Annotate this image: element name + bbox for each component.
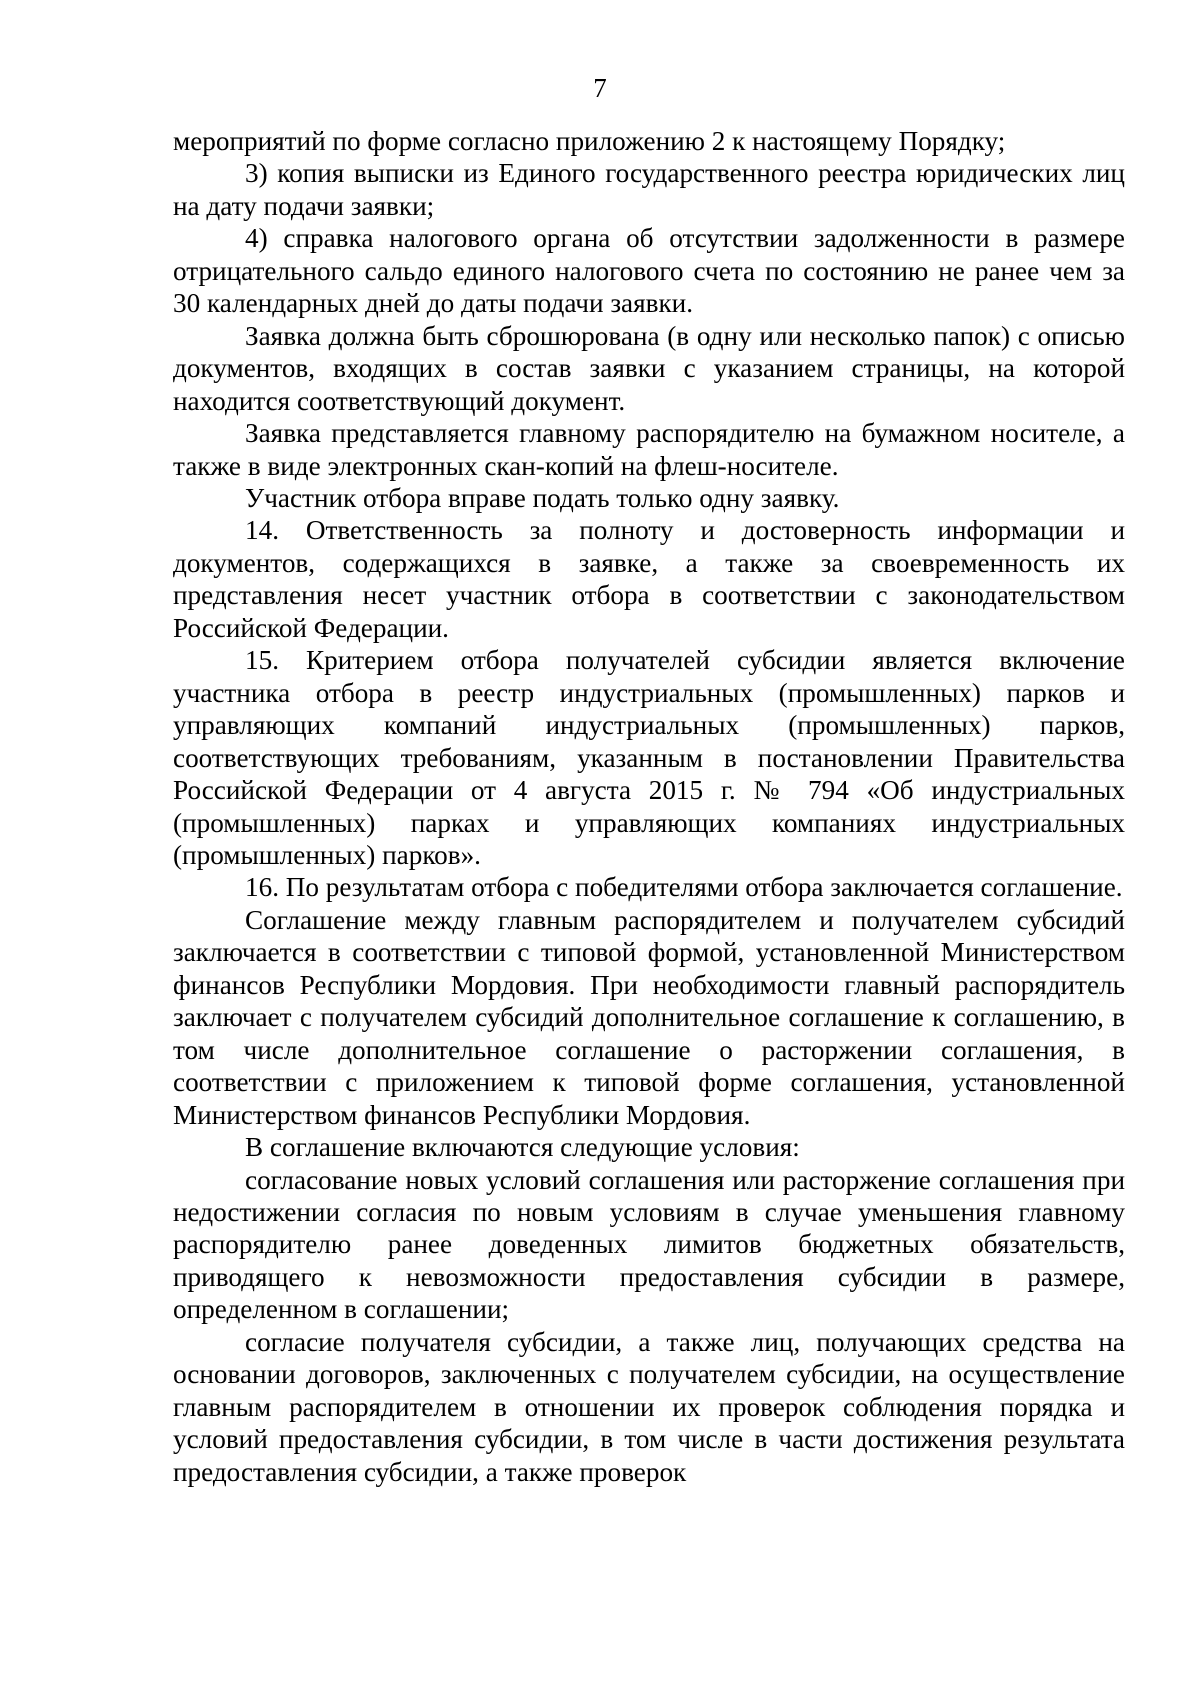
paragraph-section-15: 15. Критерием отбора получателей субсидии является включение участника отбора в реестр индустриальных (промышленных) парков и управляющих компаний индустриальных (промышленных) парков, соответствующих требованиям, указанным в постановлении Правительства Российской Федерации от 4 августа 2015 г. № 794 «Об индустриальных (промышленных) парках и управляющих компаниях индустриальных (промышленных) парков». [173, 645, 1125, 870]
paragraph-section-16: 16. По результатам отбора с победителями отбора заключается соглашение. [245, 872, 1123, 903]
paragraph-binding-requirement: Заявка должна быть сброшюрована (в одну или несколько папок) с описью документов, входящих в состав заявки с указанием страницы, на которой находится соответствующий документ. [173, 320, 1125, 416]
paragraph-continuation: мероприятий по форме согласно приложению 2 к настоящему Порядку; [173, 126, 1006, 156]
paragraph-condition-consent: согласие получателя субсидии, а также лиц, получающих средства на основании договоров, заключенных с получателем субсидии, на осуществление главным распорядителем в отношении их проверок соблюдения порядка и условий предоставления субсидии, в том числе в части достижения результата предоставления субсидии, а также проверок [173, 1326, 1125, 1487]
paragraph-single-application: Участник отбора вправе подать только одну заявку. [245, 482, 840, 513]
paragraph-submission-format: Заявка представляется главному распорядителю на бумажном носителе, а также в виде электронных скан-копий на флеш-носителе. [173, 418, 1125, 481]
paragraph-condition-reduction: согласование новых условий соглашения или расторжение соглашения при недостижении согласия по новым условиям в случае уменьшения главному распорядителю ранее доведенных лимитов бюджетных обязательств, приводящего к невозможности предоставления субсидии в размере, определенном в соглашении; [173, 1164, 1125, 1325]
paragraph-agreement-conditions-intro: В соглашение включаются следующие условия: [245, 1132, 800, 1163]
paragraph-item-4: 4) справка налогового органа об отсутствии задолженности в размере отрицательного сальдо единого налогового счета по состоянию не ранее чем за 30 календарных дней до даты подачи заявки. [173, 223, 1125, 319]
page-number: 7 [593, 73, 607, 103]
paragraph-item-3: 3) копия выписки из Единого государственного реестра юридических лиц на дату подачи заявки; [173, 158, 1125, 221]
paragraph-section-14: 14. Ответственность за полноту и достоверность информации и документов, содержащихся в заявке, а также за своевременность их представления несет участник отбора в соответствии с законодательством Российской Федерации. [173, 515, 1125, 643]
document-body [173, 125, 1125, 1488]
paragraph-agreement: Соглашение между главным распорядителем и получателем субсидий заключается в соответствии с типовой формой, установленной Министерством финансов Республики Мордовия. При необходимости главный распорядитель заключает с получателем субсидий дополнительное соглашение к соглашению, в том числе дополнительное соглашение о расторжении соглашения, в соответствии с приложением к типовой форме соглашения, установленной Министерством финансов Республики Мордовия. [173, 904, 1125, 1130]
